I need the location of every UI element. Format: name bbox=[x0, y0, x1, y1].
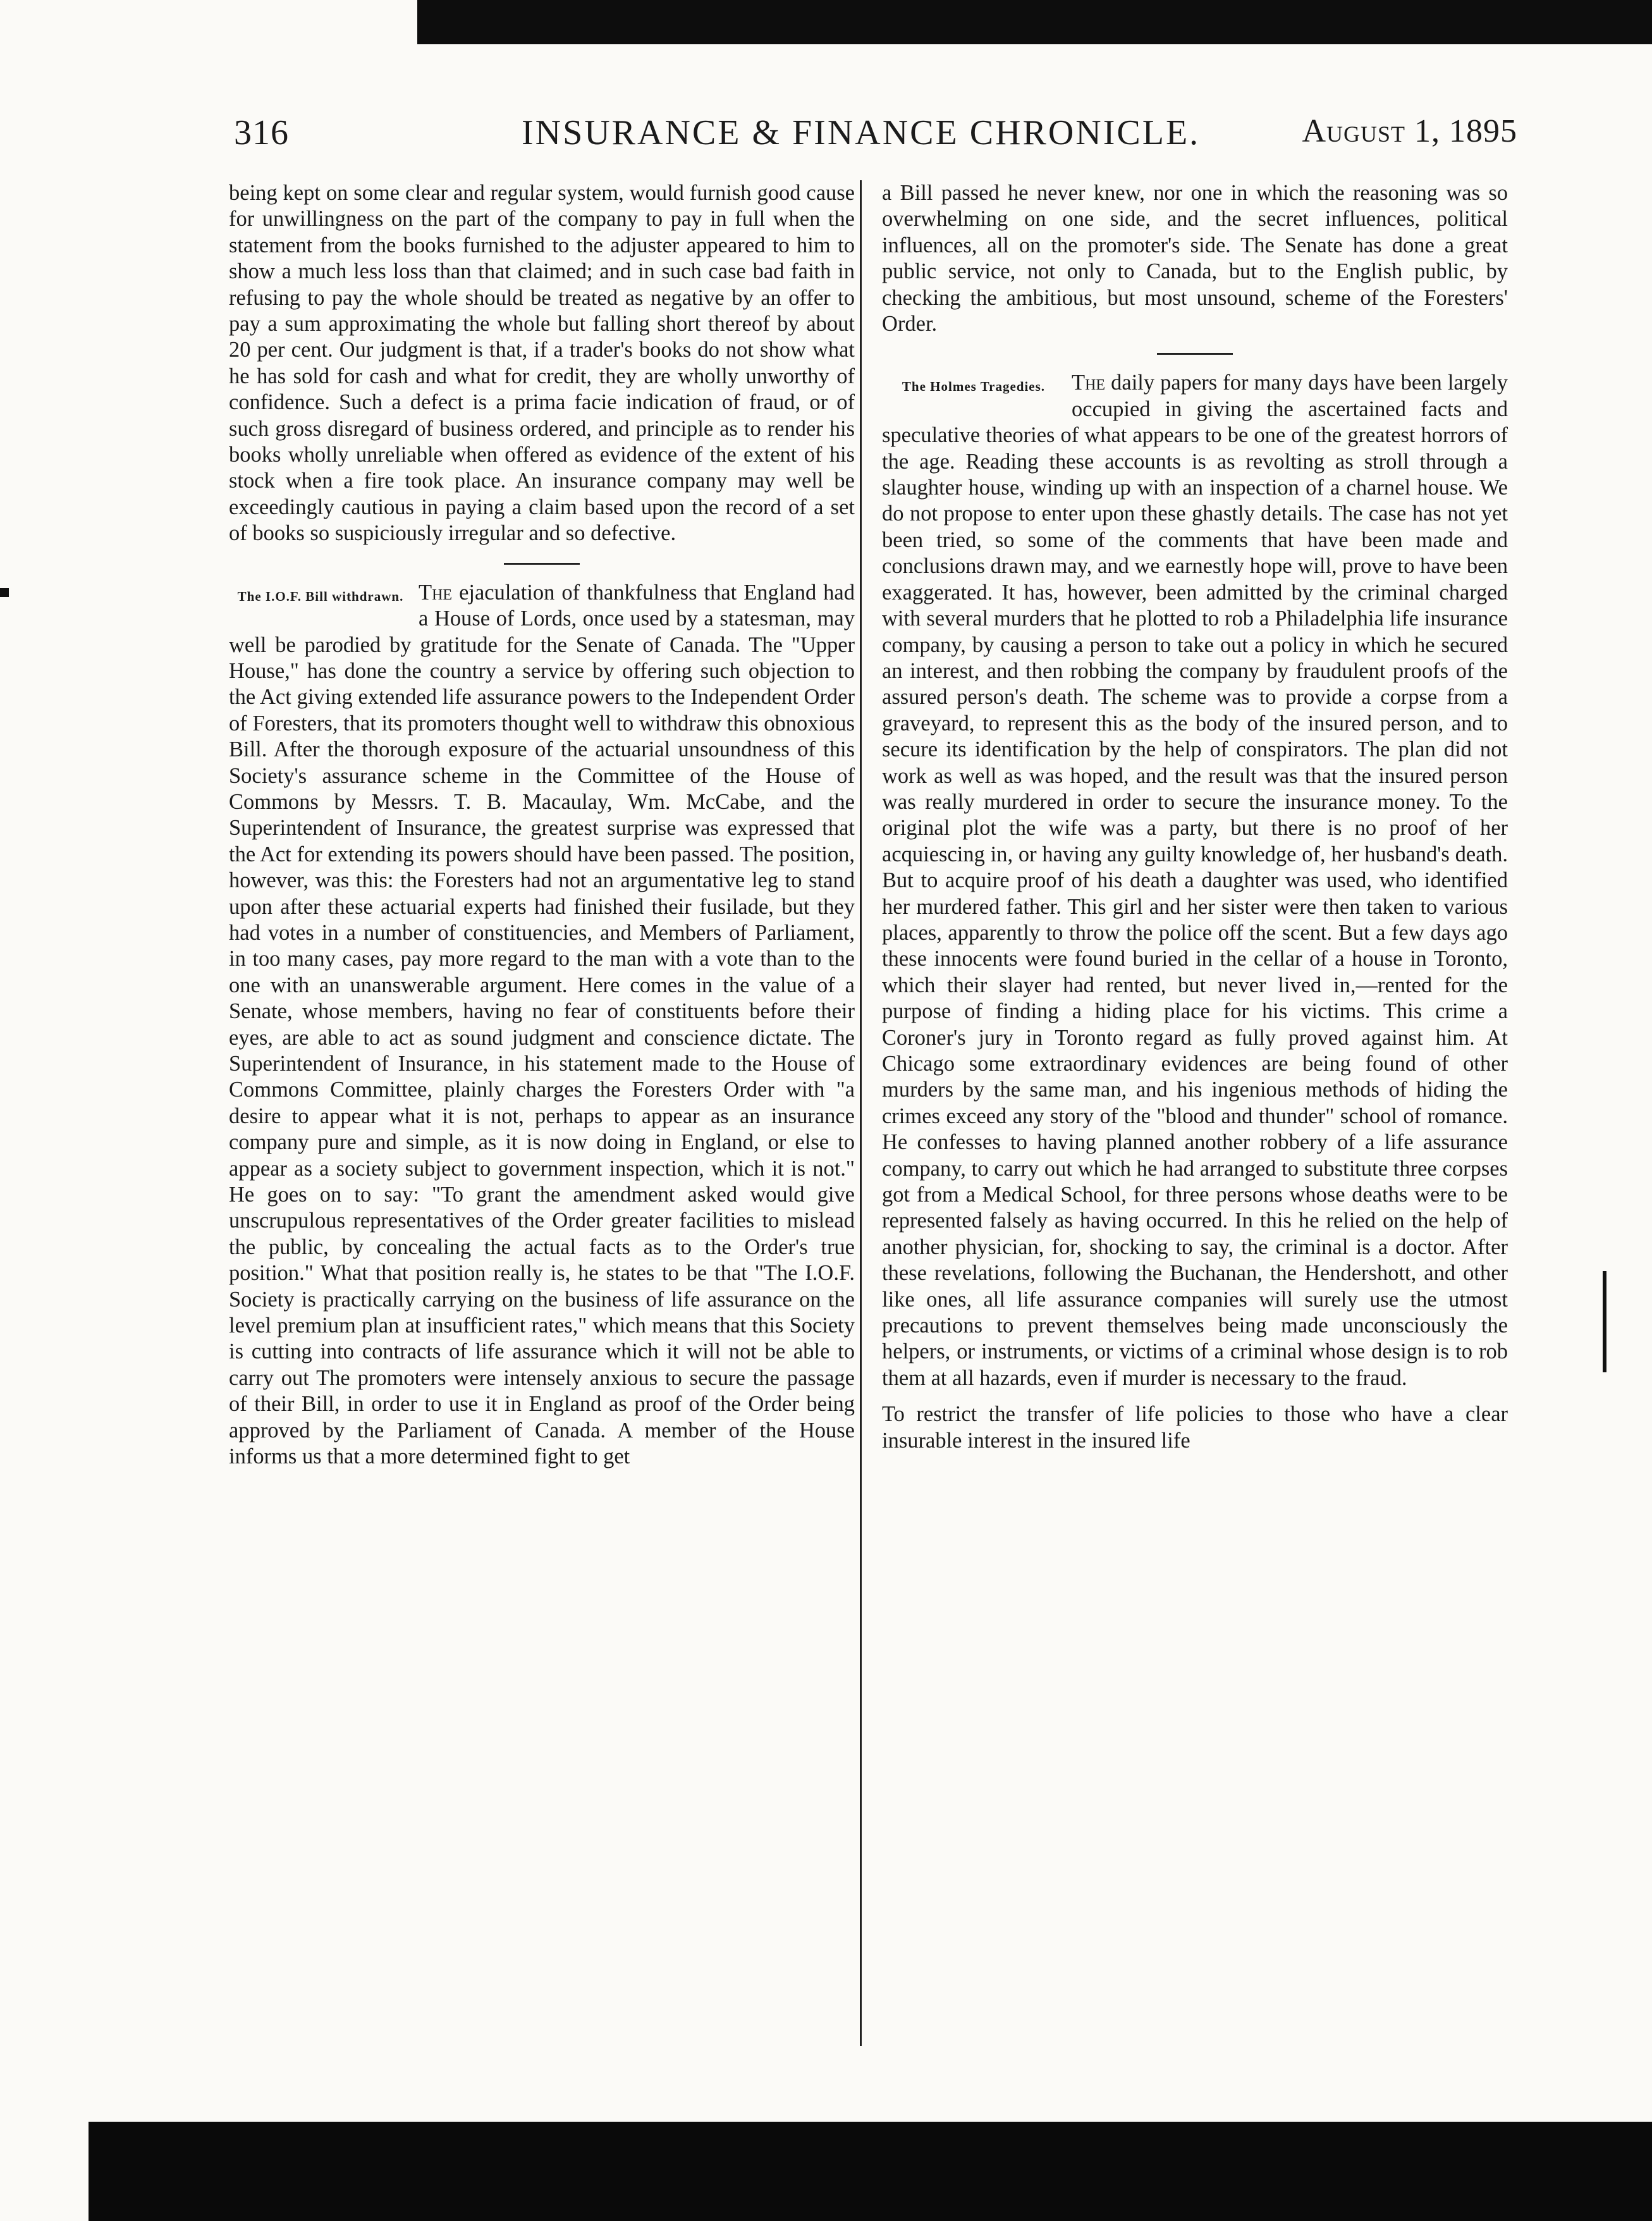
page-number: 316 bbox=[234, 113, 289, 152]
paragraph-body: ejaculation of thankfulness that England had a House of Lords, once used by a statesman, may well be parodied by gratitude for the Senate of Canada. The "Upper House," has done the country a service by offering such objection to the Act giving extended life assurance powers to the Independent Order of Foresters, that its promoters thought well to withdraw this obnoxious Bill. After the thorough exposure of the actuarial unsoundness of this Society's assurance scheme in the Committee of the House of Commons by Messrs. T. B. Macaulay, Wm. McCabe, and the Superintendent of Insurance, the greatest surprise was expressed that the Act for extending its powers should have been passed. The position, however, was this: the Foresters had not an argumentative leg to stand upon after these actuarial experts had finished their fusilade, but they had votes in a number of constituencies, and Members of Parliament, in too many cases, pay more regard to the man with a vote than to the one with an unanswerable argument. Here comes in the value of a Senate, whose members, having no fear of constituents before their eyes, are able to act as sound judgment and conscience dictate. The Superintendent of Insurance, in his statement made to the House of Commons Committee, plainly charges the Foresters Order with "a desire to appear what it is not, perhaps to appear as an insurance company pure and simple, as it is now doing in England, or else to appear as a society subject to government inspection, which it is not." He goes on to say: "To grant the amendment asked would give unscrupulous representatives of the Order greater facilities to mislead the public, by concealing the actual facts as to the Order's true position." What that position really is, he states to be that "The I.O.F. Society is practically carrying on the business of life assurance on the level premium plan at insufficient rates," which means that this Society is cutting into contracts of life assurance which it will not be able to carry out The promoters were intensely anxious to secure the passage of their Bill, in order to use it in England as proof of the Order being approved by the Parliament of Canada. A member of the House informs us that a more determined fight to get bbox=[229, 580, 855, 1469]
section-divider bbox=[504, 563, 580, 565]
scan-border-top bbox=[417, 0, 1652, 44]
scan-speck bbox=[0, 588, 9, 597]
lead-word: The bbox=[1072, 371, 1106, 395]
issue-date: August 1, 1895 bbox=[1302, 113, 1517, 149]
page-header bbox=[234, 113, 1517, 157]
journal-title: INSURANCE & FINANCE CHRONICLE. bbox=[522, 113, 1201, 152]
side-heading: The Holmes Tragedies. bbox=[902, 379, 1046, 395]
paragraph: To restrict the transfer of life policies to those who have a clear insurable interest in the insured life bbox=[882, 1402, 1508, 1453]
paragraph: being kept on some clear and regular system, would furnish good cause for unwillingness on the part of the company to pay in full when the statement from the books furnished to the adjuster appeared to him to show a much less loss than that claimed; and in such case bad faith in refusing to pay the whole should be treated as negative by an offer to pay a sum approximating the whole but falling short thereof by about 20 per cent. Our judgment is that, if a trader's books do not show what he has sold for cash and what for credit, they are wholly unworthy of confidence. Such a defect is a prima facie indication of fraud, or of such gross disregard of business ordered, and principle as to render his books wholly unreliable when offered as evidence of the extent of his stock when a fire took place. An insurance company may well be exceedingly cautious in paying a claim based upon the record of a set of books so suspiciously irregular and so defective. bbox=[229, 181, 855, 546]
section-divider bbox=[1157, 353, 1233, 355]
right-column bbox=[882, 180, 1508, 1454]
scan-border-bottom bbox=[89, 2122, 1652, 2221]
paragraph bbox=[882, 370, 1508, 1391]
paragraph bbox=[229, 580, 855, 1470]
lead-word: The bbox=[419, 580, 453, 605]
left-column bbox=[229, 180, 855, 1470]
scan-speck bbox=[1603, 1271, 1606, 1372]
paragraph: a Bill passed he never knew, nor one in which the reasoning was so overwhelming on one side, and the secret influences, political influences, all on the promoter's side. The Senate has done a great public service, not only to Canada, but to the English public, by checking the ambitious, but most unsound, scheme of the Foresters' Order. bbox=[882, 181, 1508, 336]
paragraph-body: daily papers for many days have been largely occupied in giving the ascertained facts and speculative theories of what appears to be one of the greatest horrors of the age. Reading these accounts is as revolting as stroll through a slaughter house, winding up with an inspection of a charnel house. We do not propose to enter upon these ghastly details. The case has not yet been tried, so some of the comments that have been made and conclusions drawn may, and we earnestly hope will, prove to have been exaggerated. It has, however, been admitted by the criminal charged with several murders that he plotted to rob a Philadelphia life insurance company, by causing a person to take out a policy in which he secured an interest, and then robbing the company by fraudulent proofs of the assured person's death. The scheme was to provide a corpse from a graveyard, to represent this as the body of the insured person, and to secure its identification by the help of conspirators. The plan did not work as well as was hoped, and the result was that the insured person was really murdered in order to secure the insurance money. To the original plot the wife was a party, but there is no proof of her acquiescing in, or having any guilty knowledge of, her husband's death. But to acquire proof of his death a daughter was used, who identified her murdered father. This girl and her sister were then taken to various places, apparently to throw the police off the scent. But a few days ago these innocents were found buried in the cellar of a house in Toronto, which their slayer had rented, but never lived in,—rented for the purpose of finding a hiding place for his victims. This crime a Coroner's jury in Toronto regard as fully proved against him. At Chicago some extraordinary evidences are being found of other murders by the same man, and his ingenious methods of hiding the crimes exceed any story of the "blood and thunder" school of romance. He confesses to having planned another robbery of a life assurance company, to carry out which he had arranged to substitute three corpses got from a Medical School, for three persons whose deaths were to be represented falsely as having occurred. In this he relied on the help of another physician, for, shocking to say, the criminal is a doctor. After these revelations, following the Buchanan, the Hendershott, and other like ones, all life assurance companies will surely use the utmost precautions to prevent themselves being made unconsciously the helpers, or instruments, or victims of a criminal whose design is to rob them at all hazards, even if murder is necessary to the fraud. bbox=[882, 371, 1508, 1390]
column-rule bbox=[860, 180, 862, 2046]
side-heading: The I.O.F. Bill withdrawn. bbox=[237, 588, 404, 604]
